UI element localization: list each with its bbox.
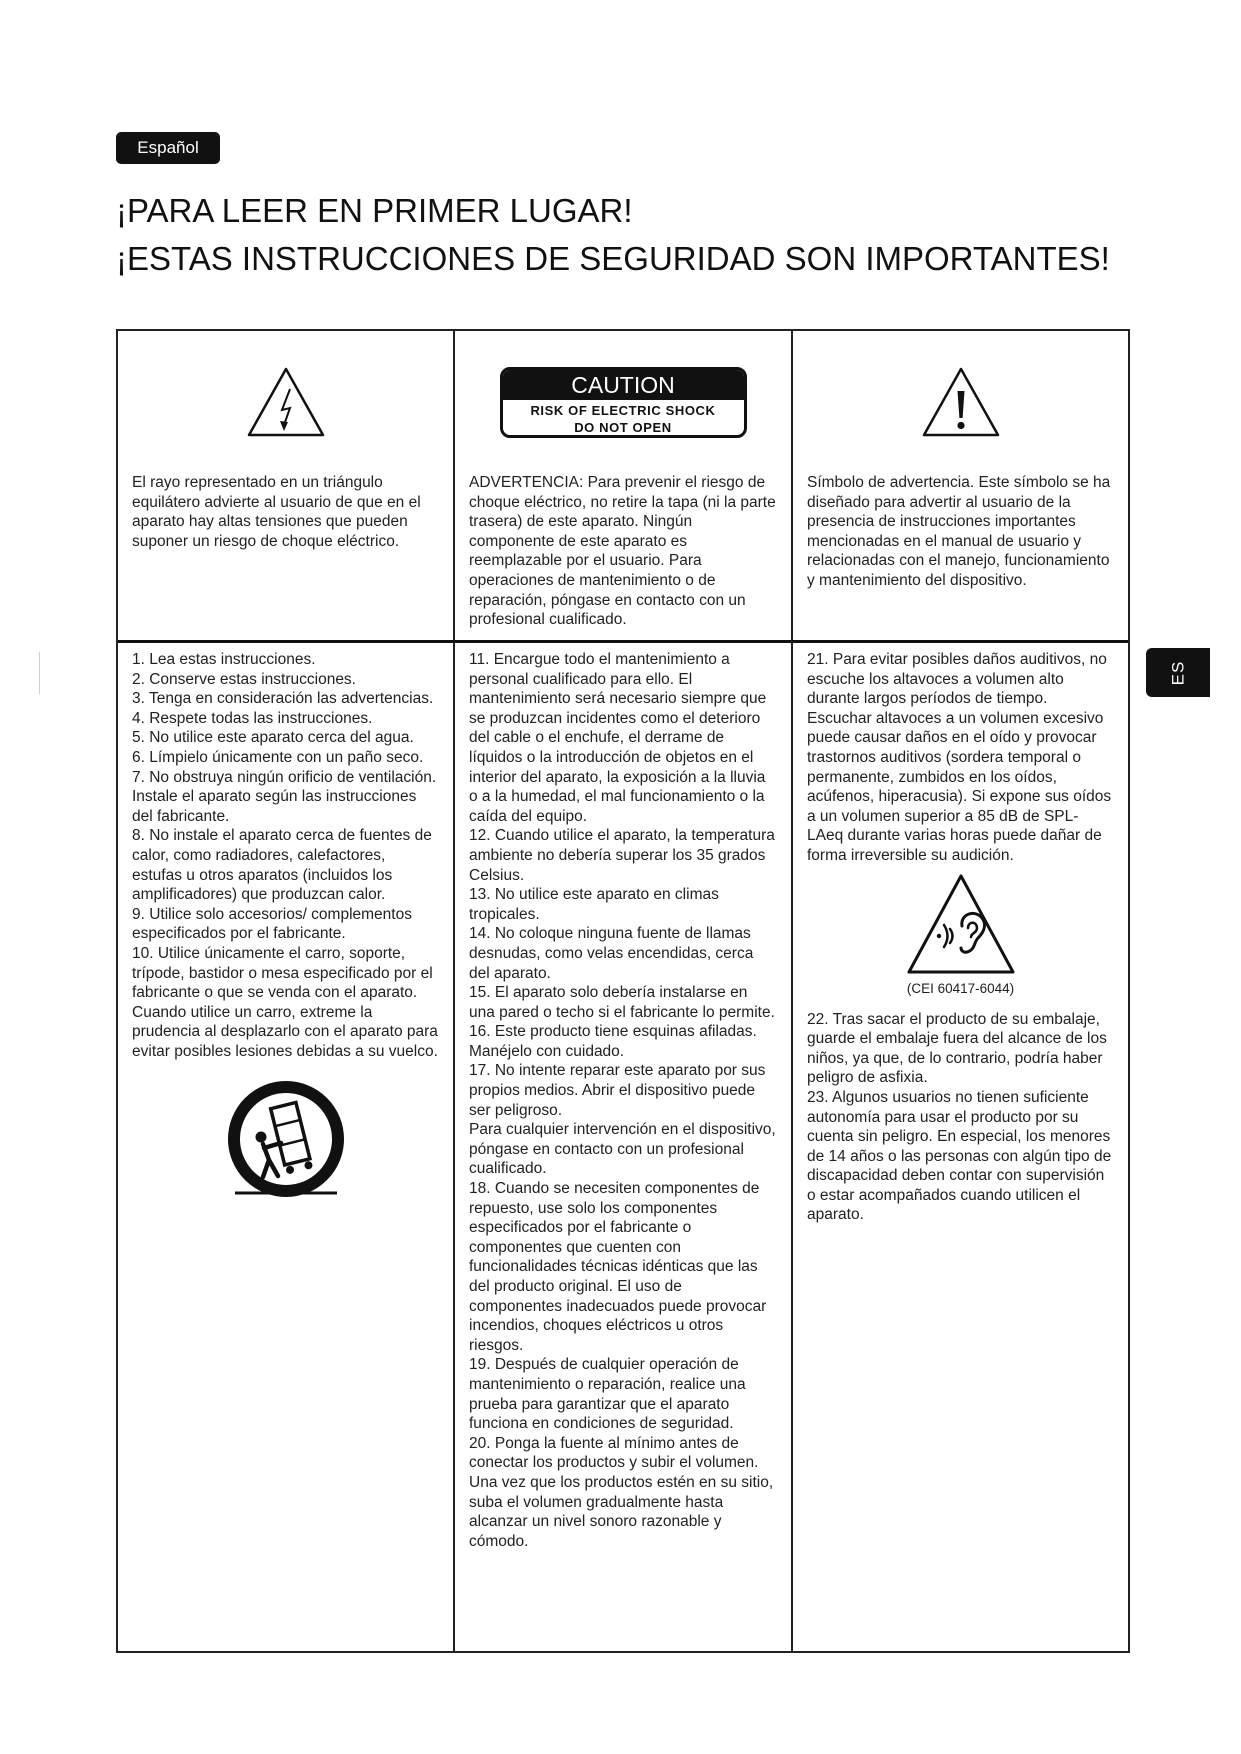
sound-wave	[950, 929, 953, 943]
caution-description: ADVERTENCIA: Para prevenir el riesgo de choque eléctrico, no retire la tapa (ni la parte trasera) de este aparato. Ningún componente de este aparato es reemplazable por el usuario. Para operaciones de mantenimiento o de reparación, póngase en contacto con un profesional cualificado.	[469, 474, 776, 629]
instruction-list	[807, 650, 1114, 866]
title-line-1: ¡PARA LEER EN PRIMER LUGAR!	[116, 192, 633, 229]
sound-source-dot	[936, 933, 940, 937]
symbol-cell-exclamation	[791, 331, 1128, 640]
instruction-item: 8. No instale el aparato cerca de fuentes de calor, como radiadores, calefactores, estufas u otros aparatos (incluidos los amplificadores) que produzcan calor.	[132, 827, 432, 904]
title-line-2: ¡ESTAS INSTRUCCIONES DE SEGURIDAD SON IMPORTANTES!	[116, 240, 1110, 277]
symbol-icon-area	[807, 331, 1114, 473]
person-head	[255, 1132, 266, 1143]
language-badge: Español	[116, 132, 220, 164]
instruction-item: 10. Utilice únicamente el carro, soporte, trípode, bastidor o mesa especificado por el fabricante o que se venda con el aparato. Cuando utilice un carro, extreme la prudencia al desplazarlo con el aparato para evitar posibles lesiones debidas a su vuelco.	[132, 944, 438, 1060]
instructions-column-1	[118, 640, 453, 1651]
instruction-item: 7. No obstruya ningún orificio de ventilación. Instale el aparato según las instrucciones del fabricante.	[132, 768, 437, 825]
page-title	[116, 187, 1110, 283]
instruction-item: 13. No utilice este aparato en climas tropicales.	[469, 886, 719, 923]
instruction-list	[469, 650, 777, 1551]
hearing-symbol-caption: (CEI 60417-6044)	[906, 980, 1015, 996]
symbol-cell-caution	[453, 331, 791, 640]
safety-table	[116, 329, 1130, 1653]
symbol-cell-lightning	[118, 331, 453, 640]
instruction-item: 21. Para evitar posibles daños auditivos, no escuche los altavoces a volumen alto durante largos períodos de tiempo. Escuchar altavoces a un volumen excesivo puede causar daños en el oído y provocar trastornos auditivos (sordera temporal o permanente, zumbidos en los oídos, acúfenos, hiperacusia). Si expone sus oídos a un volumen superior a 85 dB de SPL-LAeq durante varias horas puede dañar de forma irreversible su audición.	[807, 651, 1112, 864]
instruction-item: 4. Respete todas las instrucciones.	[132, 709, 373, 727]
instruction-item: 2. Conserve estas instrucciones.	[132, 670, 356, 688]
exclamation-triangle-icon	[920, 365, 1002, 439]
ear-inner	[968, 922, 977, 936]
instruction-item: 15. El aparato solo debería instalarse en una pared o techo si el fabricante lo permite.	[469, 984, 775, 1021]
instruction-item: 16. Este producto tiene esquinas afiladas. Manéjelo con cuidado.	[469, 1023, 757, 1060]
language-side-tab	[1146, 648, 1210, 697]
exclamation-bar	[957, 391, 964, 418]
instruction-list	[132, 650, 439, 1061]
exclamation-description: Símbolo de advertencia. Este símbolo se ha diseñado para advertir al usuario de la presencia de instrucciones importantes mencionadas en el manual de usuario y relacionadas con el manejo, funcionamiento y mantenimiento del dispositivo.	[807, 474, 1111, 589]
instruction-item: 20. Ponga la fuente al mínimo antes de conectar los productos y subir el volumen. Una vez que los productos estén en su sitio, suba el volumen gradualmente hasta alcanzar un nivel sonoro razonable y cómodo.	[469, 1434, 774, 1550]
caution-sign-title: CAUTION	[503, 370, 744, 400]
instruction-item: 1. Lea estas instrucciones.	[132, 651, 316, 668]
sound-wave	[944, 925, 948, 947]
side-tab-label: ES	[1168, 660, 1187, 685]
instruction-item: 11. Encargue todo el mantenimiento a personal cualificado para ello. El mantenimiento será necesario siempre que se produzcan incidentes como el deterioro del cable o el enchufe, el derrame de líquidos o la introducción de objetos en el interior del aparato, la exposición a la lluvia o a la humedad, el mal funcionamiento o la caída del equipo.	[469, 651, 767, 825]
warning-ring	[234, 1087, 338, 1191]
instruction-item: 19. Después de cualquier operación de mantenimiento o reparación, realice una prueba para garantizar que el aparato funciona en condiciones de seguridad.	[469, 1356, 746, 1433]
lightning-description: El rayo representado en un triángulo equilátero advierte al usuario de que en el aparato hay altas tensiones que pueden suponer un riesgo de choque eléctrico.	[132, 474, 421, 550]
instruction-item: 3. Tenga en consideración las advertencias.	[132, 690, 434, 708]
instructions-column-3	[791, 640, 1128, 1651]
cart-warning-pictogram	[132, 1079, 439, 1203]
bolt-arrowhead	[280, 421, 288, 431]
instruction-item: 6. Límpielo únicamente con un paño seco.	[132, 748, 424, 766]
hearing-warning-pictogram	[807, 872, 1114, 976]
instruction-item: 23. Algunos usuarios no tienen suficiente autonomía para usar el producto por su cuenta sin peligro. En especial, los menores de 14 años o las personas con algún tipo de discapacidad deben contar con supervisión o estar acompañados cuando utilicen el aparato.	[807, 1088, 1112, 1224]
caution-sign-icon	[500, 367, 747, 438]
instruction-item: 22. Tras sacar el producto de su embalaje, guarde el embalaje fuera del alcance de los niños, ya que, de lo contrario, podría haber peligro de asfixia.	[807, 1010, 1107, 1087]
instruction-item: 18. Cuando se necesiten componentes de repuesto, use solo los componentes especificados por el fabricante o componentes que cuenten con funcionalidades técnicas idénticas que las del producto original. El uso de componentes inadecuados puede provocar incendios, choques eléctricos u otros riesgos.	[469, 1180, 767, 1354]
exclamation-dot	[957, 422, 964, 429]
instruction-item: 9. Utilice solo accesorios/ complementos especificados por el fabricante.	[132, 905, 412, 943]
instructions-column-2	[453, 640, 791, 1651]
instruction-list	[807, 1010, 1114, 1226]
hearing-damage-icon	[905, 872, 1017, 976]
instruction-item: 5. No utilice este aparato cerca del agua.	[132, 729, 414, 747]
cart-tip-over-icon	[221, 1079, 351, 1203]
lightning-bolt	[282, 389, 290, 425]
caution-sign-line-2: DO NOT OPEN	[574, 419, 672, 435]
instruction-item: 14. No coloque ninguna fuente de llamas desnudas, como velas encendidas, cerca del aparato.	[469, 925, 754, 982]
symbol-icon-area	[132, 331, 439, 473]
instruction-item: 17. No intente reparar este aparato por sus propios medios. Abrir el dispositivo puede ser peligroso. Para cualquier intervención en el dispositivo, póngase en contacto con un profesional cualificado.	[469, 1062, 776, 1178]
symbol-icon-area	[469, 331, 777, 473]
scan-mark	[39, 652, 40, 694]
instruction-item: 12. Cuando utilice el aparato, la temperatura ambiente no debería superar los 35 grados Celsius.	[469, 827, 775, 884]
lightning-triangle-icon	[245, 365, 327, 439]
caution-sign-line-1: RISK OF ELECTRIC SHOCK	[530, 402, 716, 418]
